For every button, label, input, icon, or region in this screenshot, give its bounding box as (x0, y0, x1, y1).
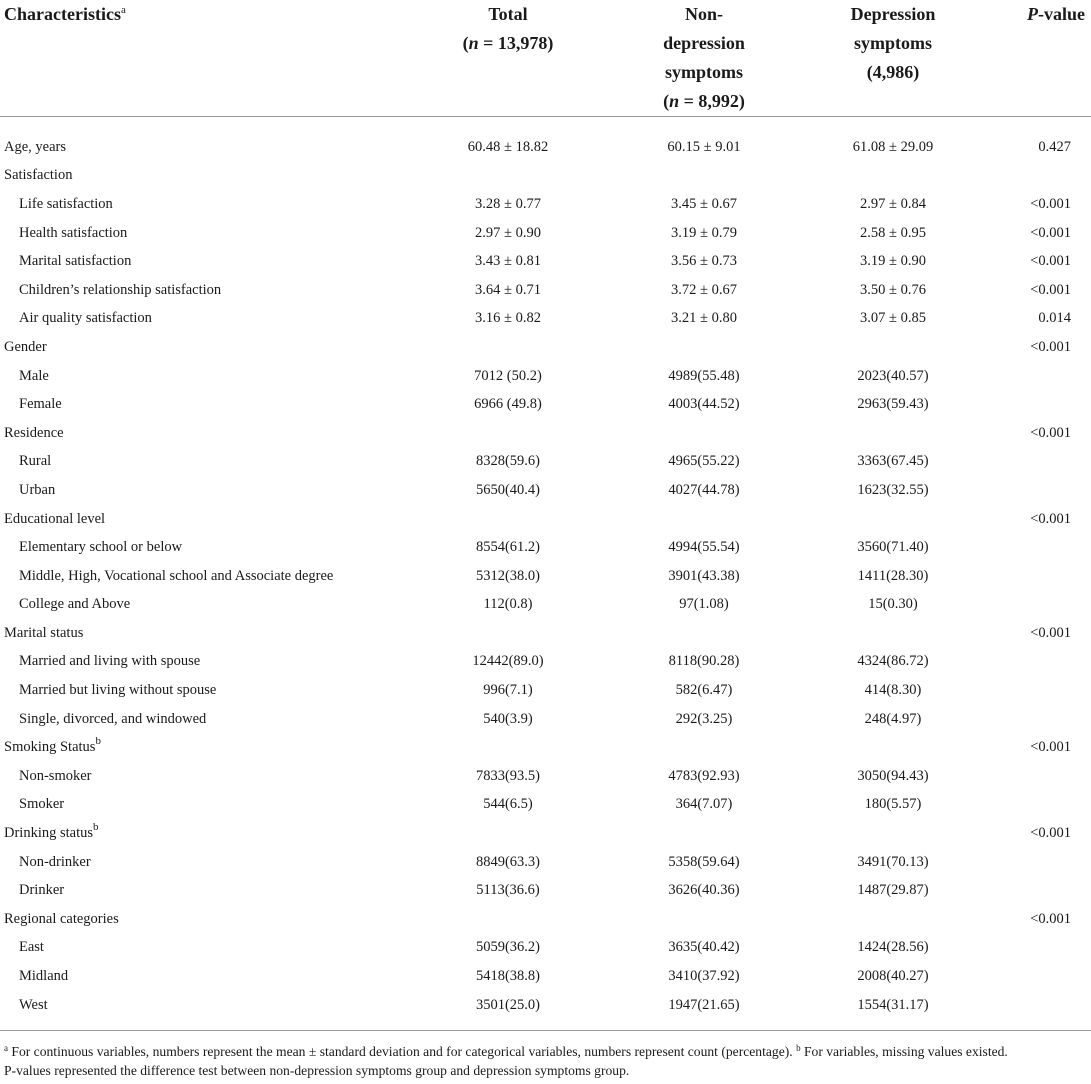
row-label: Drinker (19, 882, 65, 899)
cell-depression: 1487(29.87) (857, 882, 929, 899)
cell-depression: 3363(67.45) (857, 453, 929, 470)
cell-total (412, 905, 604, 934)
table-row (0, 791, 1091, 820)
cell-total (412, 819, 604, 848)
cell-depression: 248(4.97) (864, 710, 922, 727)
cell-p-value (982, 705, 1091, 734)
cell-non-depression: 3.19 ± 0.79 (671, 224, 737, 241)
table-row (0, 934, 1091, 963)
table-row (0, 362, 1091, 391)
cell-p-value: 0.014 (1038, 310, 1071, 327)
cell-total: 540(3.9) (483, 710, 533, 727)
cell-total: 544(6.5) (483, 796, 533, 813)
table-row (0, 276, 1091, 305)
cell-p-value: 0.427 (1038, 138, 1071, 155)
cell-p-value (982, 676, 1091, 705)
cell-total (412, 505, 604, 534)
cell-depression: 3050(94.43) (857, 767, 929, 784)
cell-total: 8554(61.2) (475, 539, 541, 556)
cell-p-value: <0.001 (1030, 510, 1071, 527)
row-label: Marital status (4, 624, 84, 641)
cell-depression (804, 505, 982, 534)
row-label: Drinking status$^b$ (4, 821, 99, 842)
cell-depression: 3.19 ± 0.90 (860, 253, 926, 270)
cell-non-depression: 3.56 ± 0.73 (671, 253, 737, 270)
row-label: East (19, 939, 44, 956)
footnote-line-1: $^a$ For continuous variables, numbers represent the mean ± standard deviation and for categorical variables, numbers represent count (percentage). $^b$ For variables, missing values existed. (4, 1043, 1008, 1059)
cell-depression (804, 419, 982, 448)
header-p-value: P-value (1027, 4, 1085, 24)
cell-non-depression: 3.72 ± 0.67 (671, 281, 737, 298)
row-label: Rural (19, 453, 52, 470)
cell-total (412, 619, 604, 648)
cell-depression: 414(8.30) (864, 682, 922, 699)
row-label: Married and living with spouse (19, 653, 201, 670)
cell-p-value: <0.001 (1030, 195, 1071, 212)
cell-p-value (982, 476, 1091, 505)
table-row (0, 419, 1091, 448)
cell-non-depression (604, 419, 804, 448)
cell-non-depression: 582(6.47) (675, 682, 733, 699)
table-footnote (4, 1042, 1089, 1080)
table-bottom-rule (0, 1030, 1091, 1031)
row-label: Middle, High, Vocational school and Associate degree (19, 567, 334, 584)
cell-p-value (982, 876, 1091, 905)
cell-depression: 3.07 ± 0.85 (860, 310, 926, 327)
row-label: Health satisfaction (19, 224, 128, 241)
cell-non-depression: 3.45 ± 0.67 (671, 195, 737, 212)
table-row (0, 333, 1091, 362)
row-label: Smoker (19, 796, 65, 813)
cell-total: 7833(93.5) (475, 767, 541, 784)
table-row (0, 733, 1091, 762)
cell-total: 6966 (49.8) (474, 396, 542, 413)
table-row (0, 848, 1091, 877)
cell-non-depression: 292(3.25) (675, 710, 733, 727)
cell-depression (804, 162, 982, 191)
cell-total: 8328(59.6) (475, 453, 541, 470)
cell-depression: 61.08 ± 29.09 (852, 138, 934, 155)
header-non-depression: Non- depression symptoms (n = 8,992) (663, 4, 745, 111)
cell-non-depression (604, 333, 804, 362)
header-characteristics: Characteristics$^a$ (4, 4, 126, 24)
cell-non-depression (604, 733, 804, 762)
table-row (0, 190, 1091, 219)
row-label: West (19, 996, 48, 1013)
cell-depression: 1623(32.55) (857, 481, 929, 498)
row-label: Smoking Status$^b$ (4, 735, 101, 756)
cell-non-depression: 97(1.08) (679, 596, 729, 613)
cell-total: 3.28 ± 0.77 (475, 195, 541, 212)
cell-depression: 2008(40.27) (857, 968, 929, 985)
cell-p-value: <0.001 (1030, 624, 1071, 641)
table-row (0, 705, 1091, 734)
cell-non-depression: 3626(40.36) (668, 882, 740, 899)
row-label: Urban (19, 481, 56, 498)
table-row (0, 476, 1091, 505)
cell-depression: 3560(71.40) (857, 539, 929, 556)
table-row (0, 533, 1091, 562)
table-row (0, 619, 1091, 648)
cell-p-value: <0.001 (1030, 224, 1071, 241)
row-label: Gender (4, 338, 47, 355)
row-label: Marital satisfaction (19, 253, 132, 270)
cell-p-value (982, 762, 1091, 791)
row-label: Age, years (4, 138, 67, 155)
cell-depression: 1411(28.30) (857, 567, 929, 584)
row-label: Elementary school or below (19, 539, 183, 556)
cell-p-value: <0.001 (1030, 910, 1071, 927)
cell-non-depression: 4989(55.48) (668, 367, 740, 384)
cell-total: 5312(38.0) (475, 567, 541, 584)
cell-non-depression: 364(7.07) (675, 796, 733, 813)
cell-non-depression: 4994(55.54) (668, 539, 740, 556)
cell-non-depression: 3410(37.92) (668, 968, 740, 985)
cell-depression: 1554(31.17) (857, 996, 929, 1013)
footnote-line-2: P-values represented the difference test between non-depression symptoms group and depression symptoms group. (4, 1063, 630, 1078)
cell-total: 3.16 ± 0.82 (475, 310, 541, 327)
cell-total: 5113(36.6) (476, 882, 540, 899)
cell-total: 112(0.8) (483, 596, 533, 613)
table-row (0, 676, 1091, 705)
row-label: Children’s relationship satisfaction (19, 281, 222, 298)
cell-total: 60.48 ± 18.82 (467, 138, 549, 155)
table-row (0, 219, 1091, 248)
header-total: Total (n = 13,978) (462, 4, 554, 53)
cell-depression (804, 333, 982, 362)
cell-non-depression: 60.15 ± 9.01 (667, 138, 741, 155)
cell-p-value (982, 591, 1091, 620)
row-label: Satisfaction (4, 167, 73, 184)
cell-non-depression (604, 619, 804, 648)
cell-p-value (982, 962, 1091, 991)
cell-total (412, 162, 604, 191)
cell-total: 7012 (50.2) (474, 367, 542, 384)
row-label: Married but living without spouse (19, 682, 217, 699)
cell-total: 3501(25.0) (475, 996, 541, 1013)
cell-depression: 2023(40.57) (857, 367, 929, 384)
cell-depression: 15(0.30) (868, 596, 918, 613)
cell-total: 2.97 ± 0.90 (475, 224, 541, 241)
cell-p-value: <0.001 (1030, 739, 1071, 756)
cell-p-value (982, 934, 1091, 963)
row-label: Midland (19, 968, 69, 985)
cell-p-value (982, 791, 1091, 820)
cell-depression: 2.58 ± 0.95 (860, 224, 926, 241)
cell-p-value (982, 362, 1091, 391)
cell-p-value (982, 991, 1091, 1026)
cell-total: 996(7.1) (483, 682, 533, 699)
table-row (0, 905, 1091, 934)
cell-depression (804, 733, 982, 762)
cell-depression (804, 619, 982, 648)
cell-depression: 3.50 ± 0.76 (860, 281, 926, 298)
table-header-row (0, 0, 1091, 117)
cell-p-value (982, 848, 1091, 877)
cell-p-value: <0.001 (1030, 424, 1071, 441)
cell-total: 5059(36.2) (475, 939, 541, 956)
cell-non-depression: 5358(59.64) (668, 853, 740, 870)
cell-non-depression: 4003(44.52) (668, 396, 740, 413)
cell-non-depression: 3635(40.42) (668, 939, 740, 956)
table-body (0, 117, 1091, 1026)
cell-p-value (982, 390, 1091, 419)
cell-total: 5650(40.4) (475, 481, 541, 498)
table-row (0, 819, 1091, 848)
cell-depression: 1424(28.56) (857, 939, 929, 956)
cell-total: 5418(38.8) (475, 968, 541, 985)
cell-p-value (982, 533, 1091, 562)
table-row (0, 305, 1091, 334)
cell-non-depression: 3901(43.38) (668, 567, 740, 584)
row-label: Educational level (4, 510, 106, 527)
cell-p-value: <0.001 (1030, 338, 1071, 355)
table-row (0, 247, 1091, 276)
cell-non-depression: 3.21 ± 0.80 (671, 310, 737, 327)
cell-total: 8849(63.3) (475, 853, 541, 870)
cell-p-value (982, 648, 1091, 677)
cell-depression (804, 905, 982, 934)
table-row (0, 991, 1091, 1026)
cell-total: 3.43 ± 0.81 (475, 253, 541, 270)
row-label: Male (19, 367, 49, 384)
cell-non-depression: 4965(55.22) (668, 453, 740, 470)
table-row (0, 448, 1091, 477)
row-label: College and Above (19, 596, 131, 613)
cell-non-depression (604, 505, 804, 534)
cell-non-depression (604, 819, 804, 848)
cell-total: 12442(89.0) (472, 653, 544, 670)
cell-non-depression (604, 905, 804, 934)
table-row (0, 162, 1091, 191)
table-row (0, 648, 1091, 677)
table-row (0, 562, 1091, 591)
table-row (0, 505, 1091, 534)
cell-p-value (982, 448, 1091, 477)
cell-total (412, 733, 604, 762)
cell-depression: 4324(86.72) (857, 653, 929, 670)
cell-depression: 180(5.57) (864, 796, 922, 813)
table-row (0, 962, 1091, 991)
cell-total: 3.64 ± 0.71 (475, 281, 541, 298)
cell-depression: 3491(70.13) (857, 853, 929, 870)
cell-non-depression: 4027(44.78) (668, 481, 740, 498)
table-row (0, 762, 1091, 791)
cell-non-depression (604, 162, 804, 191)
header-depression: Depression symptoms (4,986) (850, 4, 936, 82)
row-label: Single, divorced, and windowed (19, 710, 207, 727)
row-label: Life satisfaction (19, 195, 113, 212)
table-row (0, 876, 1091, 905)
cell-non-depression: 8118(90.28) (668, 653, 740, 670)
cell-p-value (982, 562, 1091, 591)
row-label: Non-drinker (19, 853, 91, 870)
table-row (0, 591, 1091, 620)
cell-total (412, 419, 604, 448)
table-row (0, 390, 1091, 419)
row-label: Female (19, 396, 62, 413)
table-row (0, 117, 1091, 162)
cell-depression: 2963(59.43) (857, 396, 929, 413)
cell-depression: 2.97 ± 0.84 (860, 195, 926, 212)
cell-p-value: <0.001 (1030, 825, 1071, 842)
row-label: Non-smoker (19, 767, 92, 784)
cell-p-value (982, 162, 1091, 191)
row-label: Regional categories (4, 910, 119, 927)
cell-depression (804, 819, 982, 848)
cell-non-depression: 1947(21.65) (668, 996, 740, 1013)
cell-total (412, 333, 604, 362)
cell-p-value: <0.001 (1030, 281, 1071, 298)
cell-non-depression: 4783(92.93) (668, 767, 740, 784)
cell-p-value: <0.001 (1030, 253, 1071, 270)
row-label: Air quality satisfaction (19, 310, 152, 327)
row-label: Residence (4, 424, 64, 441)
